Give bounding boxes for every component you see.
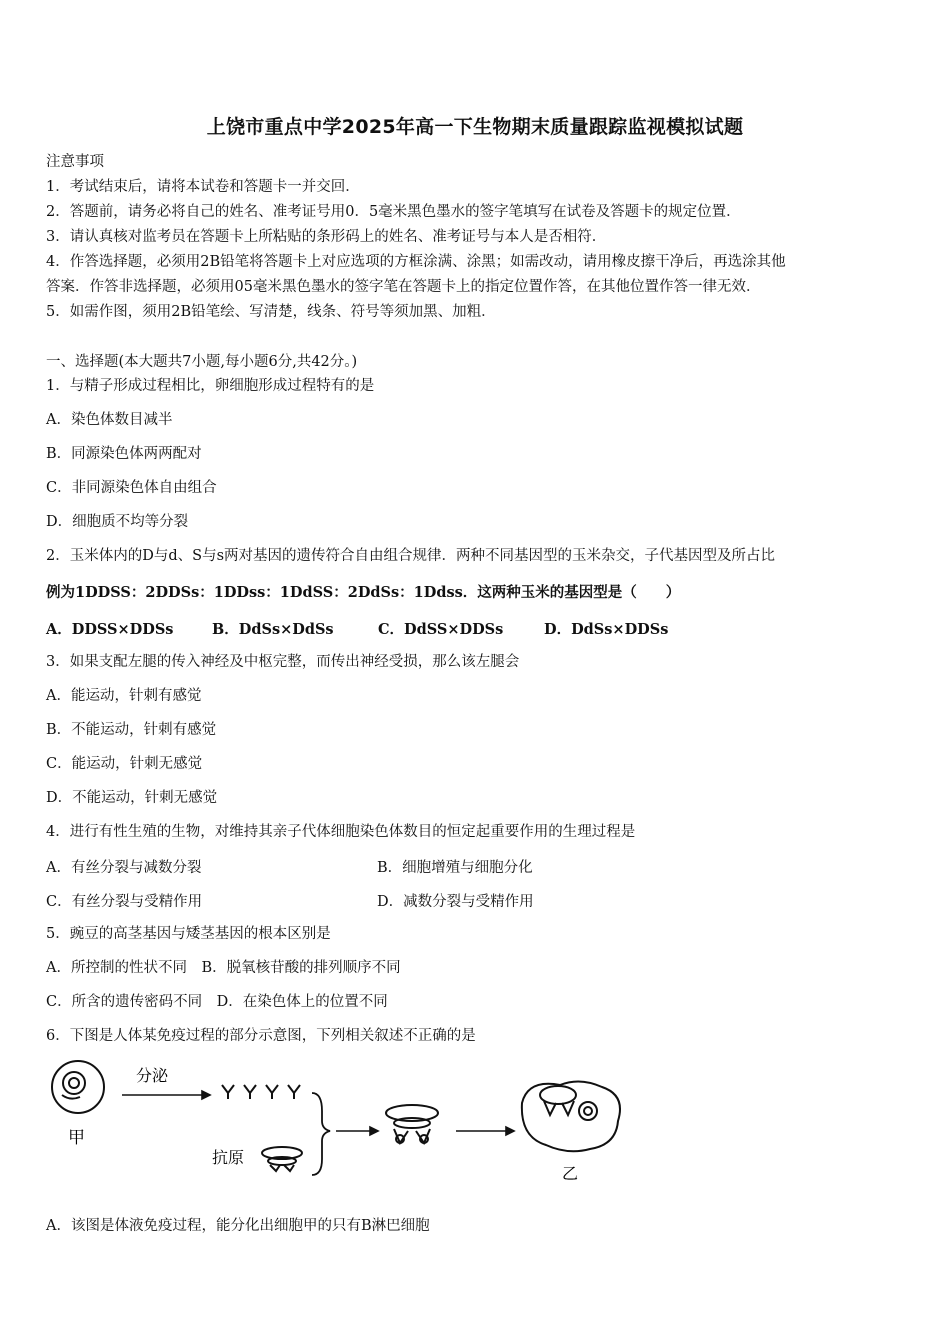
question-4-stem: 4．进行有性生殖的生物，对维持其亲子代体细胞染色体数目的恒定起重要作用的生理过程是	[46, 824, 636, 840]
notice-item: 2．答题前，请务必将自己的姓名、准考证号用0．5毫米黑色墨水的签字笔填写在试卷及答题卡的规定位置．	[46, 204, 741, 220]
cell-b-drawing	[522, 1081, 620, 1151]
label-secrete: 分泌	[136, 1066, 169, 1085]
antibody-drawings	[222, 1085, 300, 1099]
immune-process-figure	[40, 1055, 640, 1185]
question-4-options-row1	[46, 856, 533, 877]
arrow-engulf	[456, 1127, 514, 1135]
arrow-secrete	[122, 1091, 210, 1099]
notice-heading: 注意事项	[46, 154, 104, 170]
question-4-option-a: A．有丝分裂与减数分裂	[46, 860, 202, 876]
question-6-option-a: A．该图是体液免疫过程，能分化出细胞甲的只有B淋巴细胞	[46, 1218, 430, 1234]
section-heading: 一、选择题(本大题共7小题,每小题6分,共42分。)	[46, 354, 358, 370]
question-4-option-d: D．减数分裂与受精作用	[377, 894, 534, 910]
question-5-options-cd: C．所含的遗传密码不同 D．在染色体上的位置不同	[46, 994, 388, 1010]
question-4-option-c: C．有丝分裂与受精作用	[46, 894, 203, 910]
arrow-combine	[336, 1127, 378, 1135]
question-2-option-a: A．DDSS×DDSs	[46, 621, 174, 638]
question-2-option-b: B．DdSs×DdSs	[212, 621, 334, 638]
notice-item: 答案．作答非选择题，必须用05毫米黑色墨水的签字笔在答题卡上的指定位置作答，在其他位置作答一律无效．	[46, 279, 761, 295]
question-3-option-c: C．能运动，针刺无感觉	[46, 756, 203, 772]
notice-item: 3．请认真核对监考员在答题卡上所粘贴的条形码上的姓名、准考证号与本人是否相符．	[46, 229, 607, 245]
page-title: 上饶市重点中学2025年高一下生物期末质量跟踪监视模拟试题	[206, 116, 744, 138]
label-cell-a: 甲	[68, 1128, 85, 1148]
label-cell-b: 乙	[562, 1164, 579, 1183]
notice-item: 1．考试结束后，请将本试卷和答题卡一并交回．	[46, 179, 360, 195]
question-2-stem-cont: 例为1DDSS：2DDSs：1DDss：1DdSS：2DdSs：1Ddss．这两种玉米的基因型是（ ）	[46, 584, 681, 601]
question-3-option-b: B．不能运动，针刺有感觉	[46, 722, 217, 738]
notice-item: 5．如需作图，须用2B铅笔绘、写清楚，线条、符号等须加黑、加粗．	[46, 304, 496, 320]
complex-drawing	[386, 1105, 438, 1143]
question-1-option-c: C．非同源染色体自由组合	[46, 480, 217, 496]
brace-shape	[312, 1093, 330, 1175]
question-3-stem: 3．如果支配左腿的传入神经及中枢完整，而传出神经受损，那么该左腿会	[46, 654, 520, 670]
notice-item: 4．作答选择题，必须用2B铅笔将答题卡上对应选项的方框涂满、涂黑；如需改动，请用橡皮擦干净后，再选涂其他	[46, 254, 786, 270]
question-1-option-b: B．同源染色体两两配对	[46, 446, 202, 462]
question-3-option-a: A．能运动，针刺有感觉	[46, 688, 202, 704]
question-2-stem: 2．玉米体内的D与d、S与s两对基因的遗传符合自由组合规律．两种不同基因型的玉米杂交，子代基因型及所占比	[46, 548, 776, 564]
question-4-options-row2	[46, 890, 534, 911]
cell-a-drawing	[52, 1061, 104, 1113]
question-4-option-b: B．细胞增殖与细胞分化	[377, 860, 533, 876]
question-5-stem: 5．豌豆的高茎基因与矮茎基因的根本区别是	[46, 926, 331, 942]
question-2-option-c: C．DdSS×DDSs	[378, 621, 504, 638]
question-2-options	[46, 618, 668, 639]
question-1-option-a: A．染色体数目减半	[46, 412, 173, 428]
antigen-drawing	[262, 1147, 302, 1171]
question-2-option-d: D．DdSs×DDSs	[544, 621, 669, 638]
question-1-stem: 1．与精子形成过程相比，卵细胞形成过程特有的是	[46, 378, 375, 394]
question-1-option-d: D．细胞质不均等分裂	[46, 514, 189, 530]
label-antigen: 抗原	[212, 1148, 245, 1167]
question-3-option-d: D．不能运动，针刺无感觉	[46, 790, 218, 806]
question-6-stem: 6．下图是人体某免疫过程的部分示意图，下列相关叙述不正确的是	[46, 1028, 476, 1044]
question-5-options-ab: A．所控制的性状不同 B．脱氧核苷酸的排列顺序不同	[46, 960, 401, 976]
